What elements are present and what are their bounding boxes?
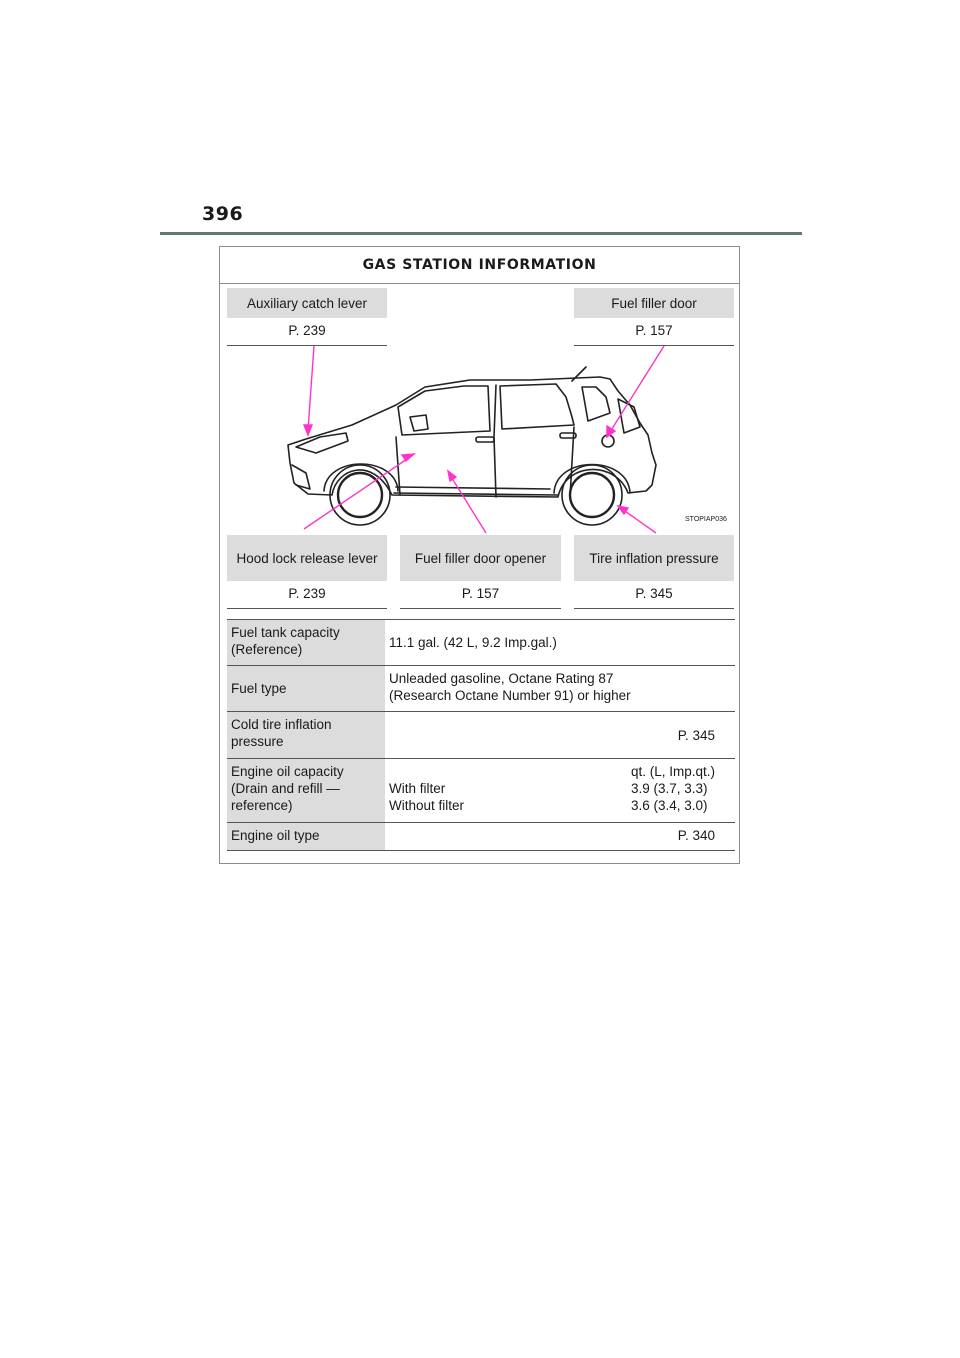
engine-oil-label-line1: Engine oil capacity xyxy=(231,764,344,779)
table-row xyxy=(227,823,735,851)
page-ref-tire-inflation-pressure[interactable]: P. 345 xyxy=(574,581,734,609)
table-row xyxy=(227,712,735,759)
spec-table xyxy=(227,619,735,851)
table-row xyxy=(227,620,735,666)
page-ref-fuel-filler-door-opener[interactable]: P. 157 xyxy=(400,581,561,609)
engine-oil-label-line2: (Drain and refill — xyxy=(231,781,340,796)
cold-tire-value[interactable]: P. 345 xyxy=(385,712,735,759)
callout-hood-lock-release-lever: Hood lock release lever xyxy=(227,535,387,581)
fuel-type-value xyxy=(385,666,735,712)
fuel-type-line1: Unleaded gasoline, Octane Rating 87 xyxy=(389,671,614,686)
without-filter-label: Without filter xyxy=(389,798,465,813)
callout-fuel-filler-door-opener: Fuel filler door opener xyxy=(400,535,561,581)
table-row xyxy=(227,759,735,823)
page-ref-auxiliary-catch-lever[interactable]: P. 239 xyxy=(227,318,387,346)
page-ref-hood-lock-release-lever[interactable]: P. 239 xyxy=(227,581,387,609)
oil-unit-header: qt. (L, Imp.qt.) xyxy=(630,764,715,779)
engine-oil-capacity-label xyxy=(227,759,385,823)
panel-title: GAS STATION INFORMATION xyxy=(220,247,739,284)
callout-auxiliary-catch-lever: Auxiliary catch lever xyxy=(227,288,387,318)
fuel-tank-label: Fuel tank capacity (Reference) xyxy=(227,620,385,666)
engine-oil-capacity-value xyxy=(385,759,735,823)
without-filter-value: 3.6 (3.4, 3.0) xyxy=(630,798,708,813)
callout-fuel-filler-door: Fuel filler door xyxy=(574,288,734,318)
page-number: 396 xyxy=(202,203,244,225)
table-row xyxy=(227,666,735,712)
callout-tire-inflation-pressure: Tire inflation pressure xyxy=(574,535,734,581)
figure-code: STOPIAP036 xyxy=(685,516,727,523)
page-ref-fuel-filler-door[interactable]: P. 157 xyxy=(574,318,734,346)
with-filter-label: With filter xyxy=(389,781,446,796)
header-rule xyxy=(160,232,802,235)
engine-oil-label-line3: reference) xyxy=(231,798,293,813)
cold-tire-label: Cold tire inflation pressure xyxy=(227,712,385,759)
fuel-type-label: Fuel type xyxy=(227,666,385,712)
engine-oil-type-label: Engine oil type xyxy=(227,823,385,851)
gas-station-info-panel xyxy=(219,246,740,864)
engine-oil-type-value[interactable]: P. 340 xyxy=(385,823,735,851)
fuel-type-line2: (Research Octane Number 91) or higher xyxy=(389,688,631,703)
with-filter-value: 3.9 (3.7, 3.3) xyxy=(630,781,708,796)
fuel-tank-value: 11.1 gal. (42 L, 9.2 Imp.gal.) xyxy=(385,620,735,666)
